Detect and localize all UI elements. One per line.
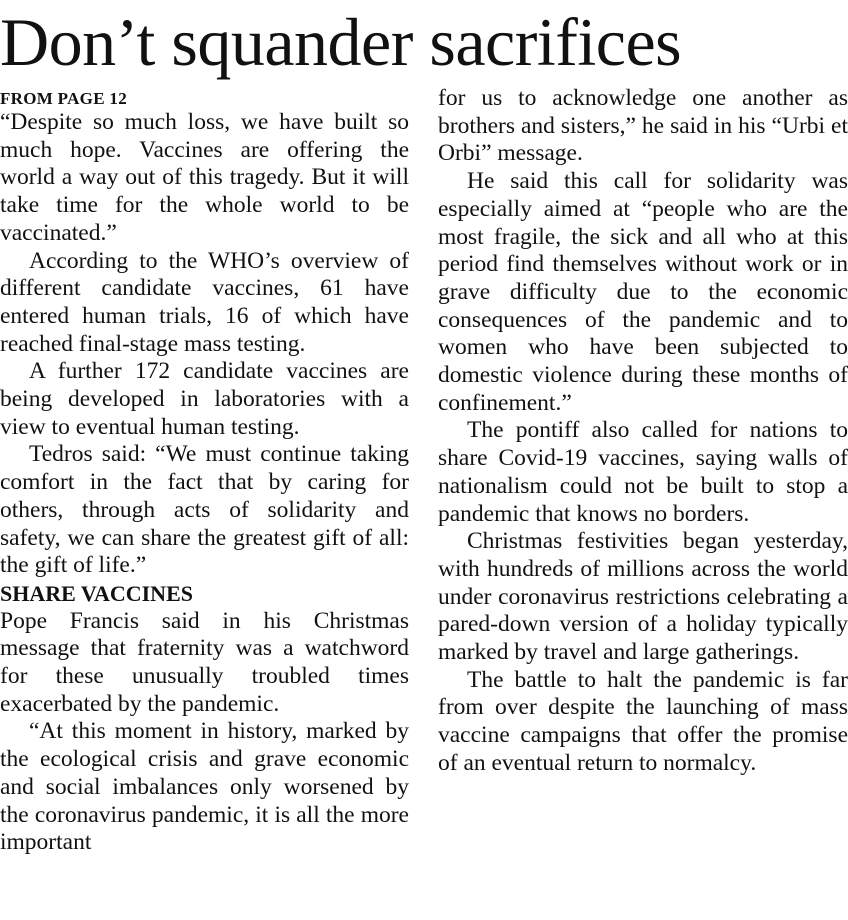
paragraph: “Despite so much loss, we have built so much hope. Vaccines are offering the world a way out of this tragedy. But it will take time for the whole world to be vaccinated.” [0,109,409,246]
paragraph: for us to acknowledge one another as brothers and sisters,” he said in his “Urbi et Orbi” message. [438,85,848,167]
paragraph: According to the WHO’s overview of different candidate vaccines, 61 have entered human trials, 16 of which have reached final-stage mass testing. [0,247,409,357]
paragraph: Pope Francis said in his Christmas message that fraternity was a watchword for these unusually troubled times exacerbated by the pandemic. [0,607,409,717]
paragraph: The pontiff also called for nations to share Covid-19 vaccines, saying walls of nationalism could not be built to stop a pandemic that knows no borders. [438,417,848,527]
paragraph: “At this moment in history, marked by the ecological crisis and grave economic and social imbalances only worsened by the coronavirus pandemic, it is all the more important [0,718,409,856]
paragraph: Christmas festivities began yesterday, with hundreds of millions across the world under coronavirus restrictions celebrating a pared-down version of a holiday typically marked by travel and large gatherings. [438,528,848,666]
right-column [438,85,848,778]
jump-line: FROM PAGE 12 [0,89,127,108]
article-headline: Don’t squander sacrifices [0,4,682,80]
paragraph: A further 172 candidate vaccines are being developed in laboratories with a view to eventual human testing. [0,358,409,440]
section-subhead: SHARE VACCINES [0,580,193,606]
paragraph: The battle to halt the pandemic is far from over despite the launching of mass vaccine campaigns that offer the promise of an eventual return to normalcy. [438,666,848,776]
paragraph: Tedros said: “We must continue taking comfort in the fact that by caring for others, through acts of solidarity and safety, we can share the greatest gift of all: the gift of life.” [0,441,409,579]
left-column [0,89,409,857]
paragraph: He said this call for solidarity was especially aimed at “people who are the most fragile, the sick and all who at this period find themselves without work or in grave difficulty due to the economic consequences of the pandemic and to women who have been subjected to domestic violence during these months of confinement.” [438,168,848,416]
